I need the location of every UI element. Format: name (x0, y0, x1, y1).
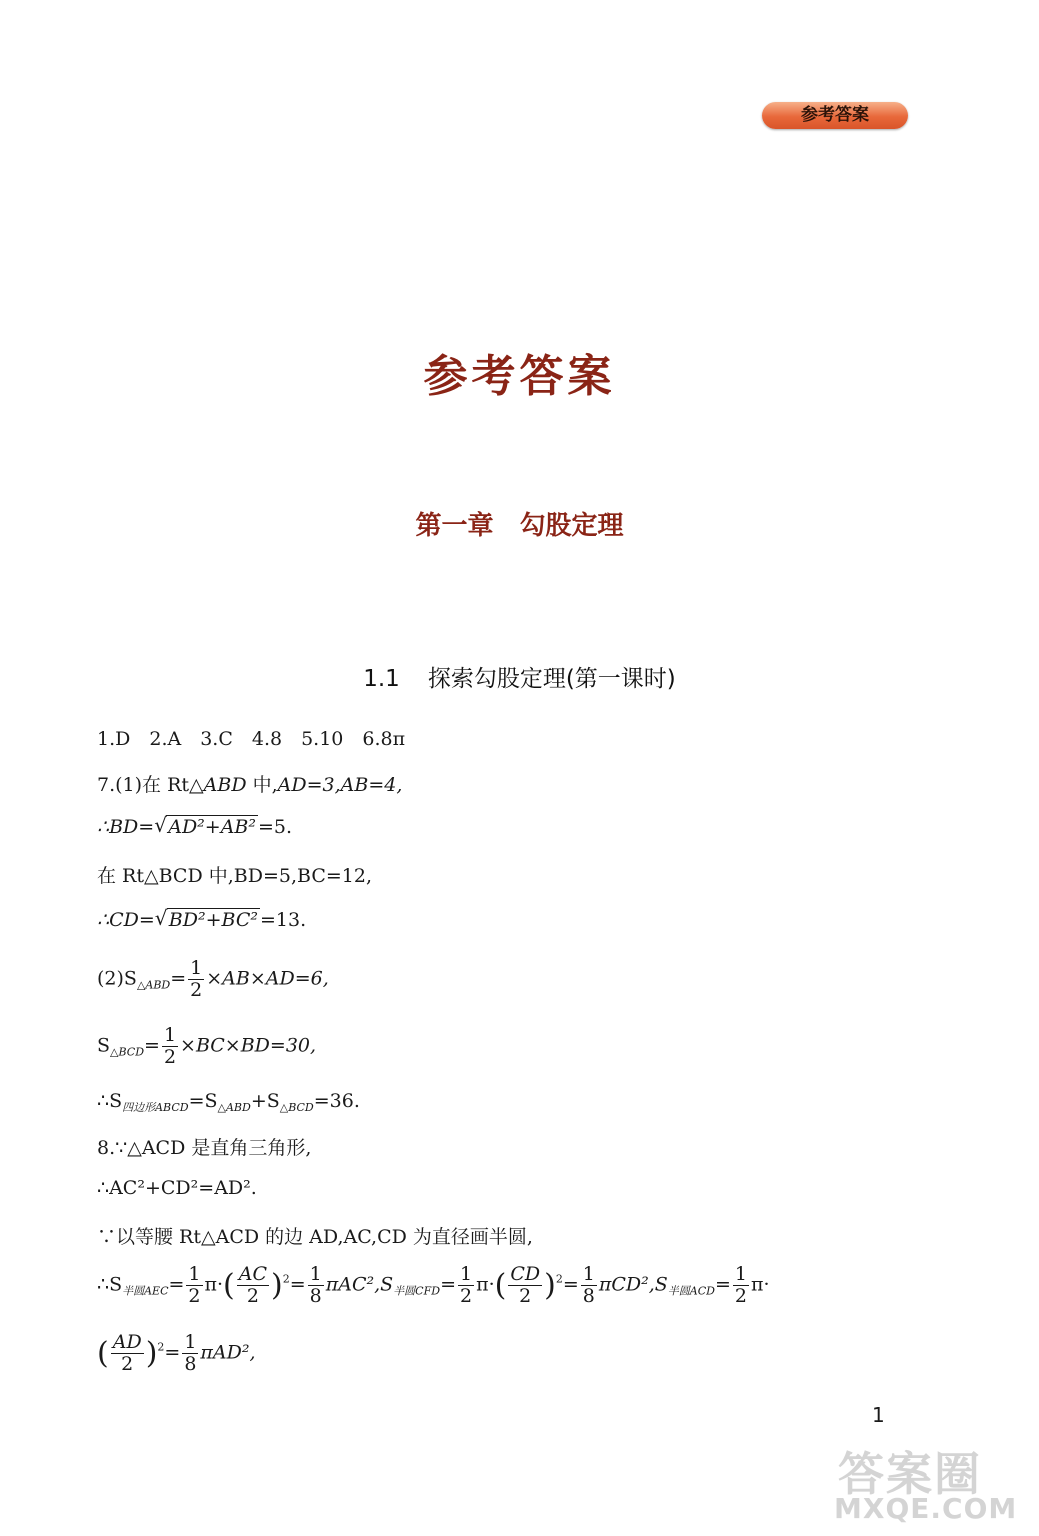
numerator: 1 (309, 1263, 322, 1285)
numerator: AD (112, 1331, 142, 1353)
math: (2)S (97, 967, 137, 990)
math: = (144, 1034, 160, 1057)
numerator: 1 (459, 1263, 473, 1285)
answer-line-7-5 (97, 958, 329, 1001)
section-tab: 参考答案 (762, 102, 908, 129)
answer-line-7-6 (97, 1025, 316, 1068)
numerator: 1 (190, 957, 203, 979)
sqrt (154, 906, 260, 931)
numerator: 1 (734, 1263, 747, 1285)
math: = (289, 1273, 306, 1296)
fraction (186, 1264, 202, 1307)
fraction (182, 1332, 198, 1375)
math: πCD²,S (598, 1273, 668, 1296)
math: +S (250, 1090, 280, 1112)
math: S (97, 1034, 111, 1057)
fraction (162, 1025, 178, 1068)
math: π· (476, 1273, 495, 1296)
subscript: △ABD (136, 978, 171, 992)
section-heading (0, 660, 1039, 693)
denominator: 2 (519, 1284, 532, 1307)
fraction (508, 1264, 542, 1307)
fraction (237, 1264, 269, 1307)
radicand: BD²+BC² (168, 909, 258, 931)
numerator: AC (238, 1263, 268, 1285)
left-paren: ( (223, 1267, 235, 1303)
answer-line-8-5 (97, 1332, 256, 1375)
radicand: AD²+AB² (168, 816, 257, 838)
math: ∴BD= (97, 816, 155, 838)
denominator: 2 (188, 1284, 201, 1307)
answer-line-7-3: 在 Rt△BCD 中,BD=5,BC=12, (97, 865, 372, 887)
radical-sign: √ (154, 813, 167, 837)
numerator: 1 (582, 1263, 595, 1285)
denominator: 2 (246, 1284, 259, 1307)
answer-line-7-7 (97, 1090, 360, 1115)
answer-line-7-4 (97, 906, 307, 931)
math: =13. (259, 909, 307, 931)
denominator: 2 (163, 1045, 177, 1068)
numerator: 1 (163, 1024, 177, 1046)
superscript: 2 (555, 1272, 563, 1286)
chapter-title: 第一章 勾股定理 (415, 511, 624, 541)
superscript: 2 (282, 1272, 290, 1286)
radical-sign: √ (154, 906, 168, 930)
math: = (714, 1273, 731, 1296)
section-number: 1.1 (363, 666, 400, 692)
answer-line-8-4 (97, 1264, 770, 1307)
denominator: 8 (184, 1352, 197, 1375)
denominator: 8 (309, 1284, 322, 1307)
math: ×AB×AD=6, (206, 967, 329, 990)
page-title: 参考答案 (423, 351, 616, 402)
fraction (581, 1264, 597, 1307)
fraction (111, 1332, 144, 1375)
math: ×BC×BD=30, (180, 1034, 317, 1057)
math: π· (204, 1273, 224, 1296)
subscript: 四边形ABCD (122, 1101, 189, 1114)
subscript: △BCD (279, 1101, 314, 1114)
math: = (168, 1273, 185, 1296)
left-paren: ( (97, 1335, 109, 1371)
fraction (458, 1264, 474, 1307)
denominator: 2 (190, 978, 203, 1001)
watermark-url: MXQE.COM (834, 1492, 1018, 1525)
answer-line-7-1 (97, 770, 402, 797)
fraction (308, 1264, 324, 1307)
fraction (188, 958, 204, 1001)
answer-line-8-2: ∴AC²+CD²=AD². (97, 1177, 257, 1199)
math: πAC²,S (325, 1273, 394, 1296)
math: ABD (203, 774, 247, 796)
math: ∴CD= (97, 909, 155, 931)
text: 7.(1)在 Rt△ (97, 774, 204, 796)
answer-line-7-2 (97, 813, 293, 838)
math: π· (750, 1273, 770, 1296)
right-paren: ) (145, 1335, 158, 1371)
math: = (170, 967, 187, 990)
text: 中, (246, 774, 278, 796)
section-title: 探索勾股定理(第一课时) (427, 666, 676, 692)
math: = (562, 1273, 579, 1296)
math: ∴S (97, 1273, 123, 1296)
watermark-logo: 答案圈 (838, 1447, 982, 1501)
right-paren: ) (544, 1267, 556, 1303)
math: =5. (258, 816, 293, 838)
math: = (164, 1341, 181, 1364)
numerator: 1 (188, 1263, 201, 1285)
math: ∴S (97, 1090, 123, 1112)
fraction (733, 1264, 749, 1307)
page-number: 1 (872, 1403, 885, 1427)
superscript: 2 (157, 1340, 165, 1354)
numerator: CD (510, 1263, 541, 1285)
math: πAD², (200, 1341, 256, 1364)
answer-line-mc: 1.D 2.A 3.C 4.8 5.10 6.8π (97, 728, 406, 750)
sqrt (154, 813, 258, 838)
subscript: 半圆ACD (667, 1284, 715, 1298)
answer-line-8-1: 8.∵△ACD 是直角三角形, (97, 1137, 312, 1159)
denominator: 8 (582, 1284, 595, 1307)
math: = (440, 1273, 456, 1296)
subscript: 半圆CFD (393, 1284, 441, 1298)
right-paren: ) (271, 1267, 283, 1303)
left-paren: ( (494, 1267, 507, 1303)
denominator: 2 (459, 1284, 473, 1307)
denominator: 2 (121, 1352, 134, 1375)
math: =36. (313, 1090, 360, 1112)
subscript: △ABD (217, 1101, 251, 1114)
denominator: 2 (734, 1284, 747, 1307)
subscript: △BCD (110, 1045, 145, 1059)
math: =S (188, 1090, 218, 1112)
answer-line-8-3: ∵以等腰 Rt△ACD 的边 AD,AC,CD 为直径画半圆, (97, 1226, 533, 1248)
subscript: 半圆AEC (122, 1284, 169, 1298)
math: AD=3,AB=4, (277, 774, 403, 796)
numerator: 1 (184, 1331, 197, 1353)
